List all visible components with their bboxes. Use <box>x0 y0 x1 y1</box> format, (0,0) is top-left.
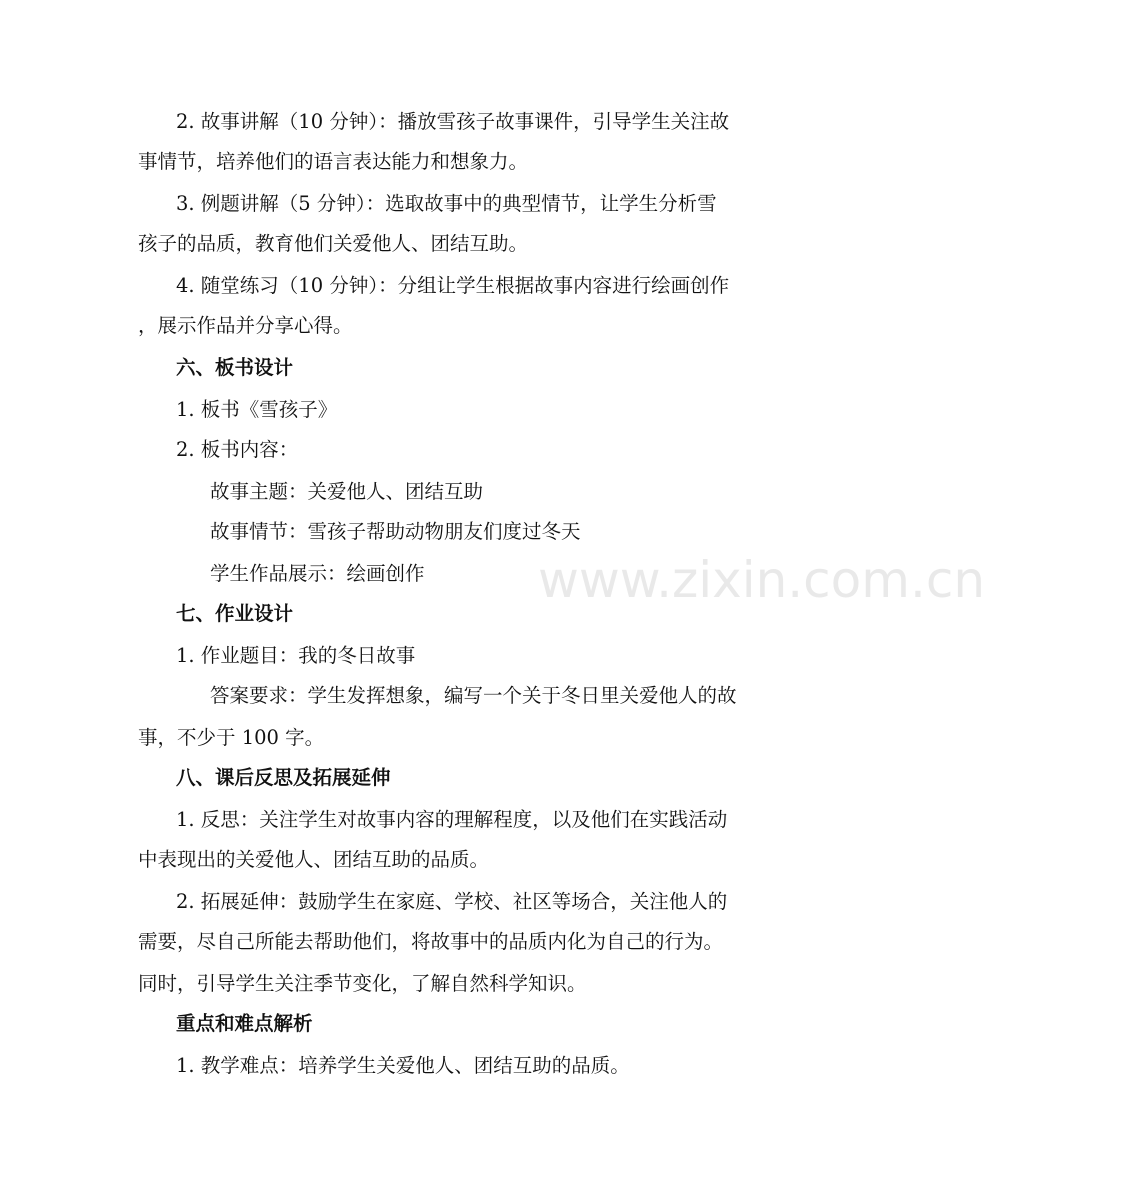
reflection-line-2c: 同时，引导学生关注季节变化，了解自然科学知识。 <box>138 972 587 995</box>
homework-title: 1. 作业题目：我的冬日故事 <box>176 644 416 667</box>
section-heading-homework: 七、作业设计 <box>176 602 294 625</box>
paragraph-example-line-1: 3. 例题讲解（5 分钟）：选取故事中的典型情节，让学生分析雪 <box>176 192 717 215</box>
section-heading-reflection: 八、课后反思及拓展延伸 <box>176 766 391 789</box>
reflection-line-2b: 需要，尽自己所能去帮助他们，将故事中的品质内化为自己的行为。 <box>138 930 724 953</box>
paragraph-practice-line-2: ，展示作品并分享心得。 <box>138 314 353 337</box>
watermark-text: www.zixin.com.cn <box>538 551 986 609</box>
paragraph-example-line-2: 孩子的品质，教育他们关爱他人、团结互助。 <box>138 232 529 255</box>
paragraph-story-line-2: 事情节，培养他们的语言表达能力和想象力。 <box>138 150 529 173</box>
board-works: 学生作品展示：绘画创作 <box>210 562 425 585</box>
paragraph-story-line-1: 2. 故事讲解（10 分钟）：播放雪孩子故事课件，引导学生关注故 <box>176 110 730 133</box>
reflection-line-1a: 1. 反思：关注学生对故事内容的理解程度，以及他们在实践活动 <box>176 808 728 831</box>
homework-requirement-line-2: 事，不少于 100 字。 <box>138 726 325 749</box>
board-theme: 故事主题：关爱他人、团结互助 <box>210 480 484 503</box>
board-item-2: 2. 板书内容： <box>176 438 299 461</box>
paragraph-practice-line-1: 4. 随堂练习（10 分钟）：分组让学生根据故事内容进行绘画创作 <box>176 274 730 297</box>
board-plot: 故事情节：雪孩子帮助动物朋友们度过冬天 <box>210 520 581 543</box>
reflection-line-2a: 2. 拓展延伸：鼓励学生在家庭、学校、社区等场合，关注他人的 <box>176 890 728 913</box>
reflection-line-1b: 中表现出的关爱他人、团结互助的品质。 <box>138 848 490 871</box>
section-heading-key-points: 重点和难点解析 <box>176 1012 313 1035</box>
board-item-1: 1. 板书《雪孩子》 <box>176 398 338 421</box>
homework-requirement-line-1: 答案要求：学生发挥想象，编写一个关于冬日里关爱他人的故 <box>210 684 737 707</box>
section-heading-board-design: 六、板书设计 <box>176 356 294 379</box>
key-point-1: 1. 教学难点：培养学生关爱他人、团结互助的品质。 <box>176 1054 630 1077</box>
